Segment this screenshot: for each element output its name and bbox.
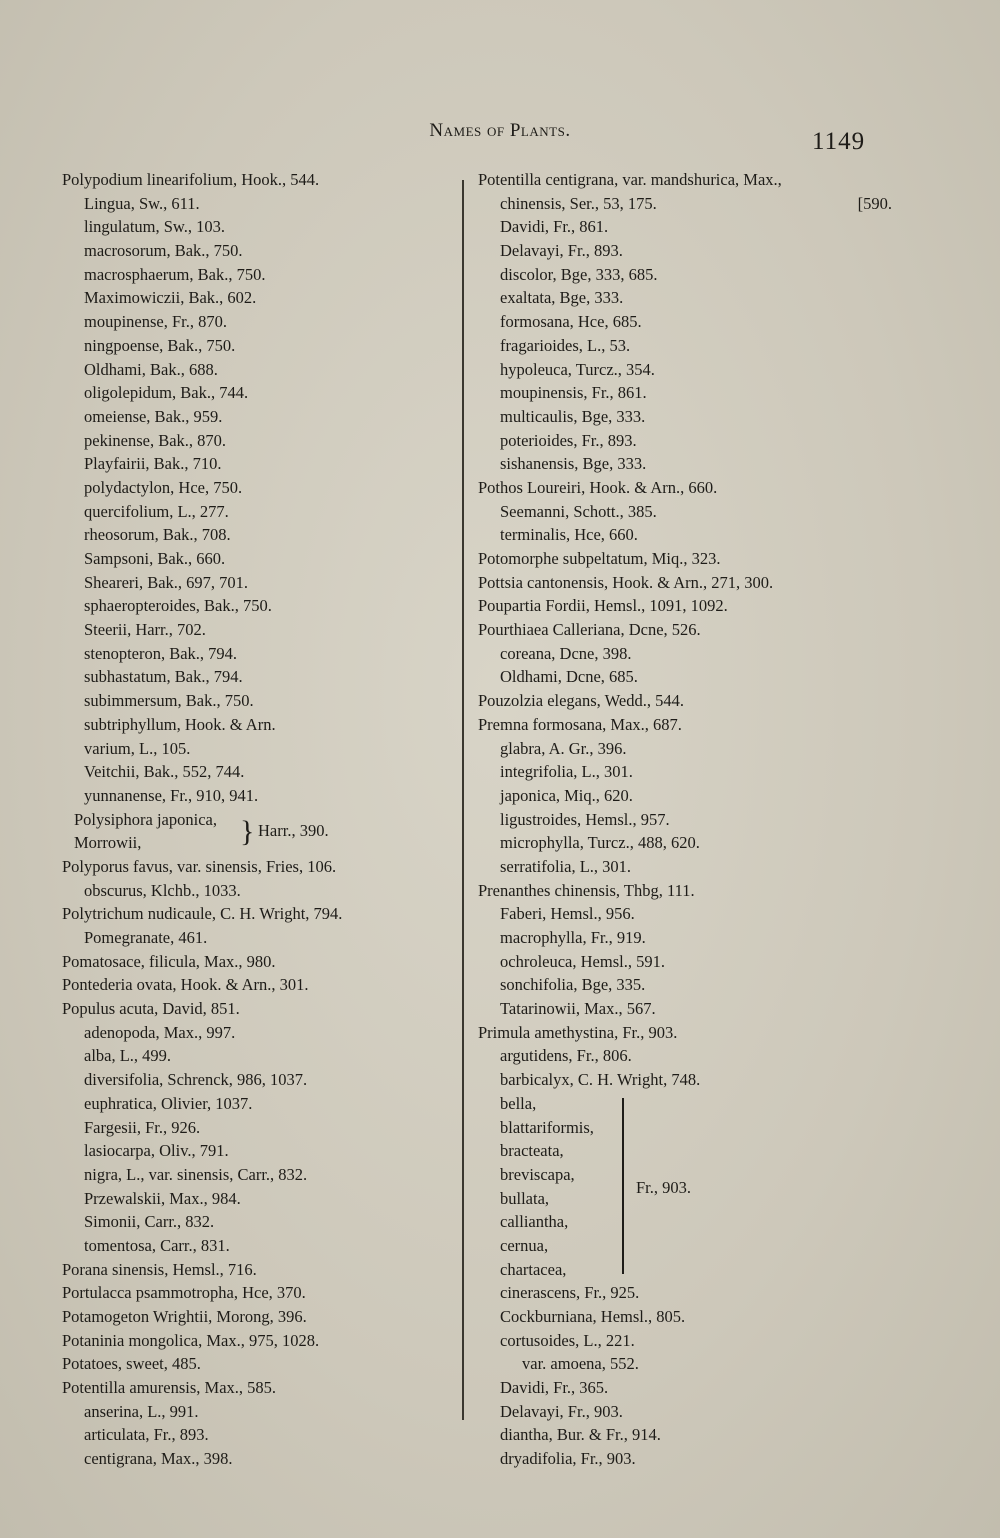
index-entry: Populus acuta, David, 851. bbox=[62, 999, 240, 1019]
index-entry: Pourthiaea Calleriana, Dcne, 526. bbox=[478, 620, 701, 640]
index-entry: Pomegranate, 461. bbox=[84, 928, 208, 948]
index-entry: Maximowiczii, Bak., 602. bbox=[84, 288, 257, 308]
index-entry: dryadifolia, Fr., 903. bbox=[500, 1449, 636, 1469]
left-entry-list-continued bbox=[62, 855, 457, 1471]
index-entry: Porana sinensis, Hemsl., 716. bbox=[62, 1259, 257, 1279]
index-entry: diversifolia, Schrenck, 986, 1037. bbox=[84, 1070, 308, 1090]
index-entry: Cockburniana, Hemsl., 805. bbox=[500, 1307, 686, 1326]
index-entry: moupinensis, Fr., 861. bbox=[500, 383, 647, 403]
right-entry-list-continued bbox=[478, 1281, 878, 1471]
index-entry: subhastatum, Bak., 794. bbox=[84, 667, 243, 687]
index-entry: subimmersum, Bak., 750. bbox=[84, 691, 254, 711]
index-entry: Steerii, Harr., 702. bbox=[84, 620, 206, 640]
index-entry: barbicalyx, C. H. Wright, 748. bbox=[500, 1070, 701, 1090]
brace-name: blattariformis, bbox=[500, 1117, 594, 1137]
left-entry-list bbox=[62, 168, 457, 808]
index-entry: Potamogeton Wrightii, Morong, 396. bbox=[62, 1307, 307, 1327]
index-entry: oligolepidum, Bak., 744. bbox=[84, 383, 249, 403]
index-entry: ningpoense, Bak., 750. bbox=[84, 335, 236, 355]
index-entry: poterioides, Fr., 893. bbox=[500, 430, 637, 450]
index-entry: Davidi, Fr., 861. bbox=[500, 217, 609, 237]
index-entry: moupinense, Fr., 870. bbox=[84, 312, 227, 332]
index-entry: pekinense, Bak., 870. bbox=[84, 430, 227, 450]
index-entry: adenopoda, Max., 997. bbox=[84, 1022, 236, 1042]
brace-name: bullata, bbox=[500, 1188, 550, 1208]
index-entry: Potentilla centigrana, var. mandshurica, Max., bbox=[478, 170, 782, 189]
index-entry: subtriphyllum, Hook. & Arn. bbox=[84, 714, 276, 734]
index-entry: macrosorum, Bak., 750. bbox=[84, 241, 243, 261]
index-entry: terminalis, Hce, 660. bbox=[500, 525, 638, 545]
index-entry: Przewalskii, Max., 984. bbox=[84, 1188, 241, 1208]
index-entry: omeiense, Bak., 959. bbox=[84, 406, 223, 426]
index-entry: Fargesii, Fr., 926. bbox=[84, 1117, 201, 1137]
index-entry: Potatoes, sweet, 485. bbox=[62, 1354, 201, 1374]
right-entry-list bbox=[478, 168, 892, 1092]
brace-name: breviscapa, bbox=[500, 1164, 575, 1184]
index-entry: Premna formosana, Max., 687. bbox=[478, 714, 682, 734]
index-entry: Polyporus favus, var. sinensis, Fries, 106. bbox=[62, 856, 337, 876]
index-entry: Lingua, Sw., 611. bbox=[84, 193, 200, 213]
index-entry: cinerascens, Fr., 925. bbox=[500, 1283, 640, 1303]
index-entry: ligustroides, Hemsl., 957. bbox=[500, 809, 670, 829]
brace-name: cernua, bbox=[500, 1235, 549, 1255]
index-entry: Seemanni, Schott., 385. bbox=[500, 501, 657, 521]
index-entry bbox=[478, 192, 892, 216]
left-column bbox=[62, 168, 457, 1471]
index-entry: yunnanense, Fr., 910, 941. bbox=[84, 785, 259, 805]
index-entry: serratifolia, L., 301. bbox=[500, 856, 632, 876]
brace-icon: } bbox=[240, 814, 255, 848]
brace-author: Fr., 903. bbox=[636, 1177, 692, 1197]
running-header: Names of Plants. bbox=[429, 120, 571, 141]
index-entry: Playfairii, Bak., 710. bbox=[84, 454, 222, 474]
index-entry: Pothos Loureiri, Hook. & Arn., 660. bbox=[478, 477, 718, 497]
index-entry: Primula amethystina, Fr., 903. bbox=[478, 1022, 678, 1042]
index-entry: Polypodium linearifolium, Hook., 544. bbox=[62, 170, 320, 189]
index-entry: lingulatum, Sw., 103. bbox=[84, 217, 226, 237]
index-entry: sphaeropteroides, Bak., 750. bbox=[84, 596, 272, 616]
entry-continuation: [590. bbox=[857, 193, 892, 213]
index-entry: Poupartia Fordii, Hemsl., 1091, 1092. bbox=[478, 596, 728, 616]
index-entry: Tatarinowii, Max., 567. bbox=[500, 999, 656, 1019]
index-entry: Sheareri, Bak., 697, 701. bbox=[84, 572, 249, 592]
index-entry: Potomorphe subpeltatum, Miq., 323. bbox=[478, 549, 721, 568]
index-entry: macrosphaerum, Bak., 750. bbox=[84, 264, 266, 284]
index-entry: Pomatosace, filicula, Max., 980. bbox=[62, 951, 276, 971]
index-entry: Simonii, Carr., 832. bbox=[84, 1212, 215, 1232]
index-entry: multicaulis, Bge, 333. bbox=[500, 406, 646, 426]
index-entry: Sampsoni, Bak., 660. bbox=[84, 549, 226, 568]
index-entry: Portulacca psammotropha, Hce, 370. bbox=[62, 1283, 306, 1303]
index-entry: Veitchii, Bak., 552, 744. bbox=[84, 762, 245, 782]
index-entry: Pottsia cantonensis, Hook. & Arn., 271, 300. bbox=[478, 572, 774, 592]
index-entry: exaltata, Bge, 333. bbox=[500, 288, 624, 308]
index-entry: articulata, Fr., 893. bbox=[84, 1425, 209, 1445]
index-entry: rheosorum, Bak., 708. bbox=[84, 525, 231, 545]
index-entry: diantha, Bur. & Fr., 914. bbox=[500, 1425, 661, 1445]
index-entry: Potentilla amurensis, Max., 585. bbox=[62, 1378, 277, 1398]
right-column bbox=[478, 168, 892, 1471]
index-entry: quercifolium, L., 277. bbox=[84, 501, 229, 521]
index-entry: Oldhami, Dcne, 685. bbox=[500, 667, 638, 687]
index-entry: anserina, L., 991. bbox=[84, 1401, 199, 1421]
index-entry: fragarioides, L., 53. bbox=[500, 335, 631, 355]
index-entry: Potaninia mongolica, Max., 975, 1028. bbox=[62, 1330, 320, 1350]
index-entry: alba, L., 499. bbox=[84, 1046, 172, 1066]
index-entry: obscurus, Klchb., 1033. bbox=[84, 880, 241, 900]
index-entry: var. amoena, 552. bbox=[522, 1354, 639, 1374]
index-entry: lasiocarpa, Oliv., 791. bbox=[84, 1141, 229, 1161]
index-entry: Oldhami, Bak., 688. bbox=[84, 359, 218, 379]
index-entry: centigrana, Max., 398. bbox=[84, 1449, 233, 1469]
index-entry: Pontederia ovata, Hook. & Arn., 301. bbox=[62, 975, 309, 995]
column-divider bbox=[462, 180, 464, 1420]
right-brace-group bbox=[478, 1092, 878, 1282]
index-entry: cortusoides, L., 221. bbox=[500, 1330, 635, 1350]
brace-author: Harr., 390. bbox=[258, 820, 329, 840]
index-entry: ochroleuca, Hemsl., 591. bbox=[500, 951, 665, 971]
brace-name: calliantha, bbox=[500, 1212, 569, 1232]
index-entry: Delavayi, Fr., 903. bbox=[500, 1401, 623, 1421]
index-entry: japonica, Miq., 620. bbox=[500, 785, 633, 805]
index-entry: hypoleuca, Turcz., 354. bbox=[500, 359, 655, 379]
index-entry: stenopteron, Bak., 794. bbox=[84, 643, 238, 663]
index-entry: tomentosa, Carr., 831. bbox=[84, 1235, 230, 1255]
index-entry: Faberi, Hemsl., 956. bbox=[500, 904, 635, 924]
index-entry: argutidens, Fr., 806. bbox=[500, 1046, 632, 1066]
index-entry: sonchifolia, Bge, 335. bbox=[500, 975, 646, 995]
index-entry: nigra, L., var. sinensis, Carr., 832. bbox=[84, 1164, 308, 1184]
brace-name: Morrowii, bbox=[74, 833, 142, 853]
brace-name: bracteata, bbox=[500, 1141, 564, 1161]
index-entry: Polytrichum nudicaule, C. H. Wright, 794. bbox=[62, 904, 343, 924]
index-entry: coreana, Dcne, 398. bbox=[500, 643, 632, 663]
page-number: 1149 bbox=[812, 128, 866, 155]
index-entry: glabra, A. Gr., 396. bbox=[500, 738, 627, 758]
index-entry: varium, L., 105. bbox=[84, 738, 191, 758]
index-entry: microphylla, Turcz., 488, 620. bbox=[500, 833, 700, 853]
entry-text: chinensis, Ser., 53, 175. bbox=[500, 193, 657, 213]
index-entry: euphratica, Olivier, 1037. bbox=[84, 1093, 253, 1113]
brace-name: bella, bbox=[500, 1093, 537, 1113]
index-entry: integrifolia, L., 301. bbox=[500, 762, 633, 782]
index-entry: sishanensis, Bge, 333. bbox=[500, 454, 647, 474]
brace-icon bbox=[622, 1098, 624, 1274]
index-entry: polydactylon, Hce, 750. bbox=[84, 477, 243, 497]
left-brace-group bbox=[62, 808, 457, 855]
brace-name: Polysiphora japonica, bbox=[74, 809, 217, 829]
brace-name: chartacea, bbox=[500, 1259, 567, 1279]
index-entry: formosana, Hce, 685. bbox=[500, 312, 642, 332]
index-entry: Prenanthes chinensis, Thbg, 111. bbox=[478, 880, 695, 900]
index-entry: discolor, Bge, 333, 685. bbox=[500, 264, 658, 284]
index-entry: Delavayi, Fr., 893. bbox=[500, 241, 623, 261]
index-entry: Davidi, Fr., 365. bbox=[500, 1378, 609, 1398]
index-entry: Pouzolzia elegans, Wedd., 544. bbox=[478, 691, 684, 711]
index-entry: macrophylla, Fr., 919. bbox=[500, 928, 646, 947]
